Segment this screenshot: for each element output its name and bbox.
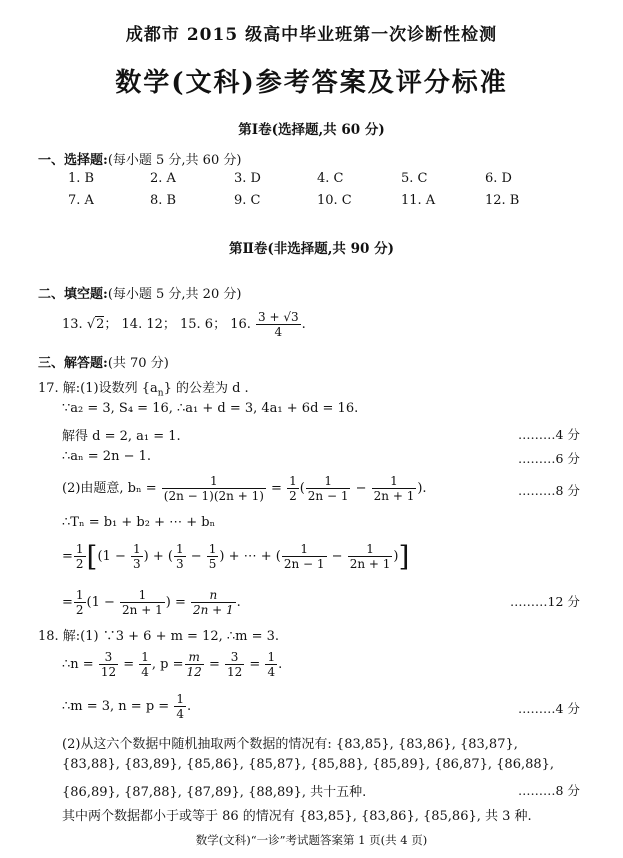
- q17-score-4: ………4 分: [518, 427, 580, 442]
- fraction: $\frac{1}{4}$: [141, 650, 149, 679]
- choice-answer: 1. B: [68, 171, 95, 186]
- solve-section-label: 三、解答题:: [38, 356, 108, 371]
- choice-answer: 3. D: [234, 171, 261, 186]
- fill-a16-fraction: $\frac{3 + √3}{4}$: [258, 310, 299, 339]
- fraction: $\frac{1}{3}$: [175, 542, 184, 571]
- fraction: $\frac{1}{2}$: [75, 542, 84, 571]
- choice-answer: 9. C: [234, 193, 261, 208]
- q18-line1: 18. 解:(1) ∵3 + 6 + m = 12, ∴m = 3.: [38, 629, 280, 644]
- q17-line1: 17. 解:(1)设数列 $\{a_n\}$ 的公差为 d .: [38, 381, 249, 399]
- q17-score-12: ………12 分: [510, 594, 580, 609]
- page-footer: 数学(文科)“一诊”考试题答案第 1 页(共 4 页): [195, 833, 428, 847]
- q17-line8: = $\frac{1}{2}$ (1 − $\frac{1}{2n + 1}$ ) = $\frac{n}{2n + 1}$ .: [62, 588, 241, 617]
- q17-line3: 解得 d = 2, a₁ = 1.: [62, 429, 181, 444]
- fraction: $\frac{1}{5}$: [208, 542, 217, 571]
- q18-line7: 其中两个数据都小于或等于 86 的情况有 {83,85}, {83,86}, {85,86}, 共 3 种.: [62, 809, 532, 824]
- document-title: 成都市 2015 级高中毕业班第一次诊断性检测: [125, 25, 498, 45]
- fill-section-label: 二、填空题:: [38, 287, 108, 302]
- part1-heading: 第Ⅰ卷(选择题,共 60 分): [238, 122, 385, 138]
- q18-score-8: ………8 分: [518, 783, 580, 798]
- fraction: $\frac{1}{4}$: [176, 692, 184, 721]
- fill-answers: 13. √2； 14. 12； 15. 6； 16. $\frac{3 + √3}{4}$ .: [62, 310, 306, 339]
- fraction: $\frac{1}{2n - 1}$: [307, 474, 349, 503]
- choice-answer: 10. C: [317, 193, 352, 208]
- choice-answer: 6. D: [485, 171, 512, 186]
- choice-answer: 7. A: [68, 193, 94, 208]
- fraction: $\frac{1}{3}$: [132, 542, 141, 571]
- q17-score-8: ………8 分: [518, 483, 580, 498]
- q17-line5: (2)由题意, bₙ = $\frac{1}{(2n - 1)(2n + 1)}$ = $\frac{1}{2}$ ( $\frac{1}{2n - 1}$ − $\frac{1}{2n + 1}$ ).: [62, 474, 427, 503]
- solve-section-title: [38, 352, 169, 371]
- q18-line4: (2)从这六个数据中随机抽取两个数据的情况有: {83,85}, {83,86}, {83,87},: [62, 737, 518, 752]
- fraction: $\frac{n}{2n + 1}$: [192, 588, 234, 617]
- q17-line6: ∴Tₙ = b₁ + b₂ + ⋯ + bₙ: [62, 515, 216, 530]
- fraction: $\frac{1}{2}$: [289, 474, 297, 503]
- fill-section-note: (每小题 5 分,共 20 分): [107, 287, 242, 302]
- q18-line5: {83,88}, {83,89}, {85,86}, {85,87}, {85,88}, {85,89}, {86,87}, {86,88},: [62, 757, 555, 772]
- choice-answer: 8. B: [150, 193, 177, 208]
- q17-line7: = $\frac{1}{2}$ [(1 − $\frac{1}{3}$ ) + ( $\frac{1}{3}$ − $\frac{1}{5}$ ) + ⋯ + ( $\frac{1}{2n - 1}$ − $\frac{1}{2n + 1}$ )]: [62, 540, 410, 573]
- choice-section-note: (每小题 5 分,共 60 分): [107, 153, 242, 168]
- fraction: $\frac{1}{2n + 1}$: [373, 474, 415, 503]
- solve-section-note: (共 70 分): [107, 356, 169, 371]
- choice-answer: 5. C: [401, 171, 428, 186]
- fraction: $\frac{1}{2n + 1}$: [349, 542, 391, 571]
- q18-line6: {86,89}, {87,88}, {87,89}, {88,89}, 共十五种.: [62, 785, 367, 800]
- choice-answer: 4. C: [317, 171, 344, 186]
- choice-section-title: [38, 149, 241, 168]
- choice-answer: 2. A: [150, 171, 176, 186]
- q18-line2: ∴n = $\frac{3}{12}$ = $\frac{1}{4}$ , p = $\frac{m}{12}$ = $\frac{3}{12}$ = $\frac{1}{4}$ .: [62, 650, 283, 679]
- fill-a13-value: 2: [96, 317, 105, 332]
- choice-answer: 12. B: [485, 193, 520, 208]
- choice-answer: 11. A: [401, 193, 436, 208]
- q17-line4: ∴aₙ = 2n − 1.: [62, 449, 152, 464]
- q18-line3: ∴m = 3, n = p = $\frac{1}{4}$ .: [62, 692, 192, 721]
- q17-score-6: ………6 分: [518, 451, 580, 466]
- fraction: $\frac{1}{4}$: [267, 650, 276, 679]
- document-subtitle: 数学(文科)参考答案及评分标准: [115, 68, 508, 98]
- choice-section-label: 一、选择题:: [38, 153, 108, 168]
- fraction: $\frac{1}{2}$: [75, 588, 84, 617]
- q18-score-4: ………4 分: [518, 701, 580, 716]
- q17-line2: ∵a₂ = 3, S₄ = 16, ∴a₁ + d = 3, 4a₁ + 6d = 16.: [62, 401, 359, 416]
- fraction: $\frac{1}{2n - 1}$: [283, 542, 325, 571]
- fraction: $\frac{1}{2n + 1}$: [122, 588, 163, 617]
- fill-section-title: [38, 283, 241, 302]
- fraction: $\frac{1}{(2n - 1)(2n + 1)}$: [163, 474, 264, 503]
- fraction: $\frac{3}{12}$: [226, 650, 243, 679]
- fill-a13: 13.: [62, 317, 87, 332]
- fraction: $\frac{m}{12}$: [186, 650, 202, 679]
- part2-heading: 第Ⅱ卷(非选择题,共 90 分): [228, 241, 395, 257]
- fill-a14-a15: ； 14. 12； 15. 6； 16.: [104, 317, 256, 332]
- fraction: $\frac{3}{12}$: [100, 650, 117, 679]
